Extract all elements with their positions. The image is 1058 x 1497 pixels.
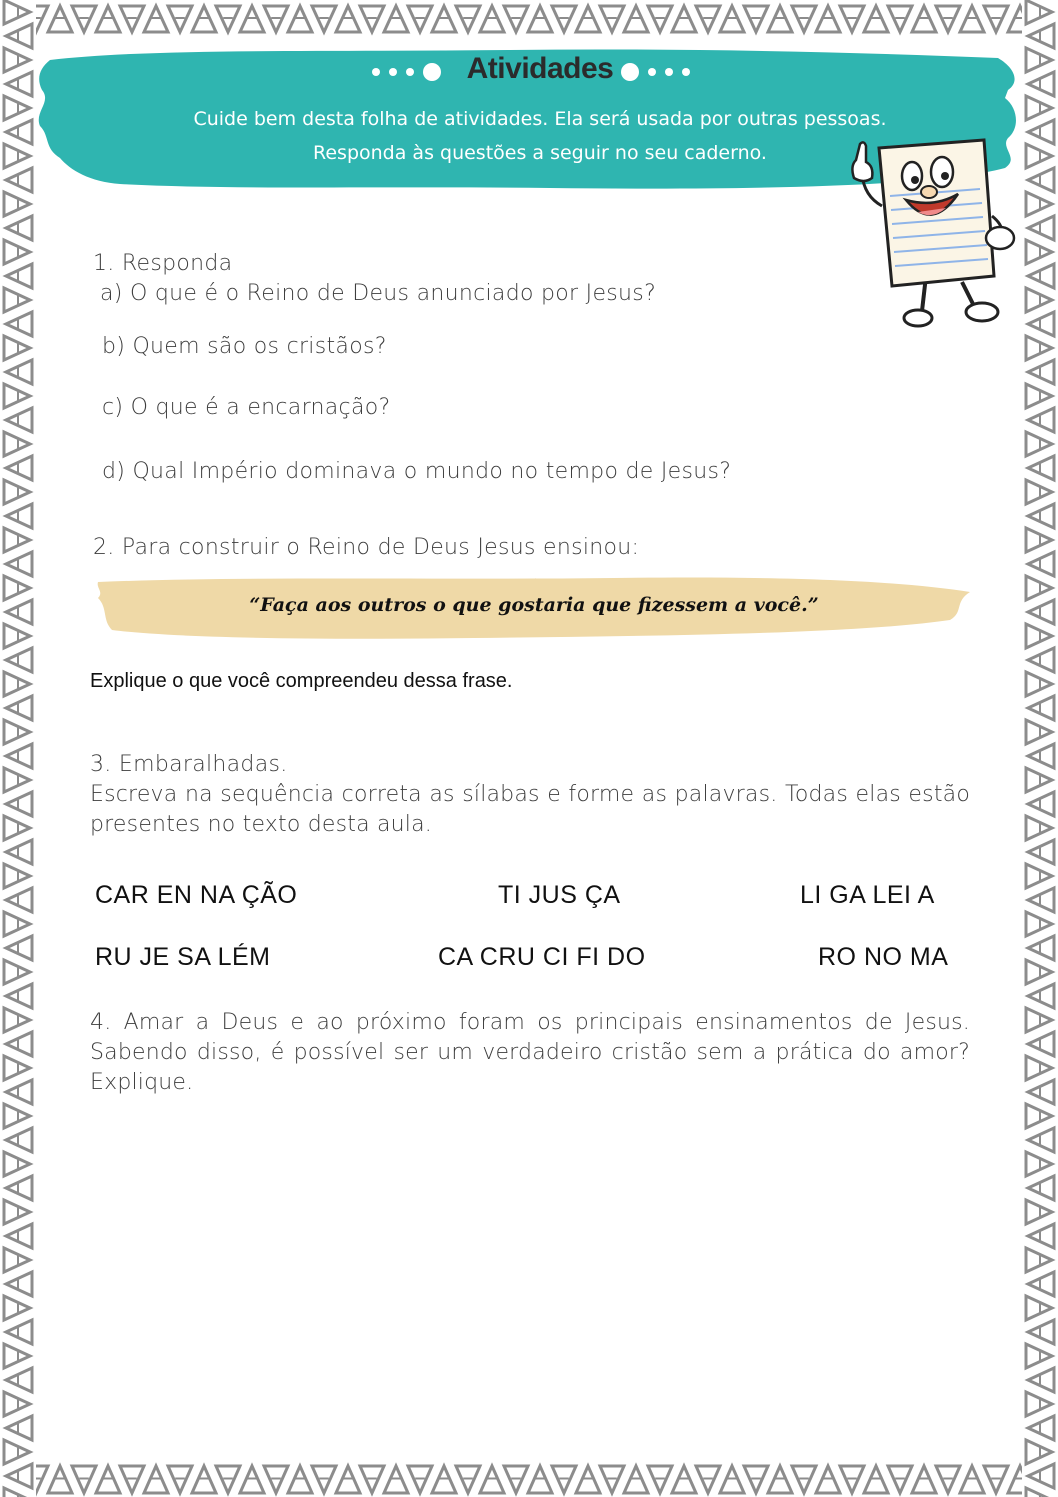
question-2-instruction: Explique o que você compreendeu dessa frase. bbox=[90, 670, 513, 692]
question-1a: a) O que é o Reino de Deus anunciado por Jesus? bbox=[100, 281, 657, 306]
question-3-heading: 3. Embaralhadas. bbox=[90, 752, 288, 777]
banner-instruction-1: Cuide bem desta folha de atividades. Ela será usada por outras pessoas. bbox=[193, 108, 887, 130]
scrambled-word-6: RO NO MA bbox=[818, 943, 949, 971]
question-4-text: 4. Amar a Deus e ao próximo foram os principais ensinamentos de Jesus. Sabendo disso, é possível ser um verdadeiro cristão sem a prática do amor? Explique. bbox=[90, 1010, 970, 1095]
paper-mascot-illustration bbox=[834, 136, 1024, 336]
question-3-text: Escreva na sequência correta as sílabas e forme as palavras. Todas elas estão presentes no texto desta aula. bbox=[90, 782, 970, 837]
question-1b: b) Quem são os cristãos? bbox=[102, 334, 387, 359]
border-top bbox=[0, 0, 1058, 36]
scrambled-word-2: TI JUS ÇA bbox=[498, 881, 621, 909]
banner-instruction-2: Responda às questões a seguir no seu caderno. bbox=[313, 142, 767, 164]
question-2-heading: 2. Para construir o Reino de Deus Jesus ensinou: bbox=[93, 535, 640, 560]
question-1c: c) O que é a encarnação? bbox=[102, 395, 391, 420]
question-1-heading: 1. Responda bbox=[93, 251, 233, 276]
scrambled-word-1: CAR EN NA ÇÃO bbox=[95, 881, 298, 909]
question-1d: d) Qual Império dominava o mundo no tempo de Jesus? bbox=[102, 459, 732, 484]
scrambled-word-3: LI GA LEI A bbox=[800, 881, 935, 909]
jesus-quote: “Faça aos outros o que gostaria que fizessem a você.” bbox=[249, 594, 819, 616]
scrambled-word-5: CA CRU CI FI DO bbox=[438, 943, 646, 971]
scrambled-word-4: RU JE SA LÉM bbox=[95, 943, 271, 971]
border-left bbox=[0, 0, 36, 1497]
title-dots-right bbox=[621, 62, 690, 82]
border-right bbox=[1022, 0, 1058, 1497]
border-bottom bbox=[0, 1460, 1058, 1497]
page-title: Atividades bbox=[466, 52, 614, 85]
